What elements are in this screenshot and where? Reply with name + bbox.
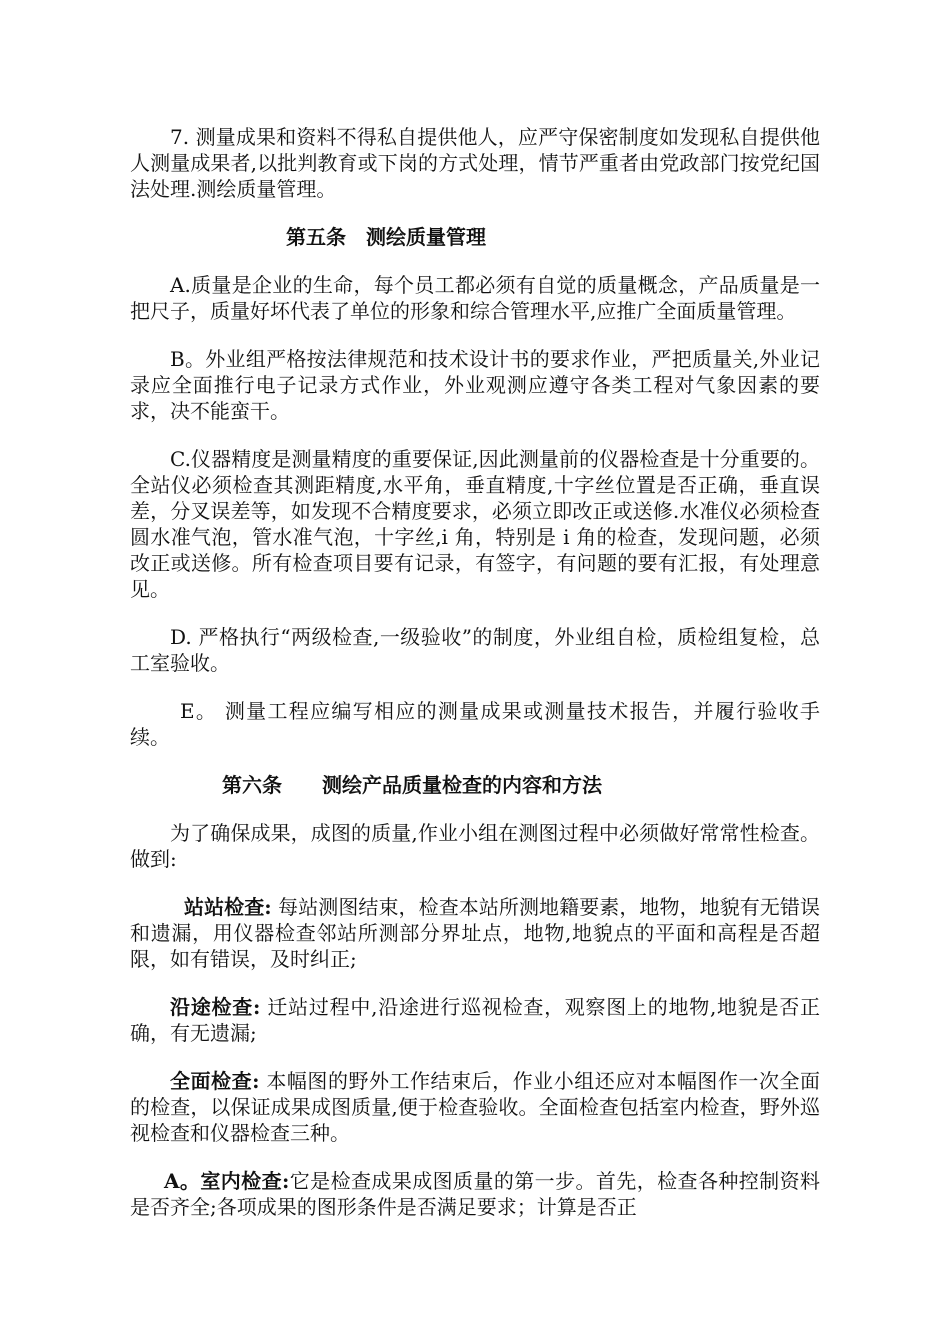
article-6-intro: 为了确保成果，成图的质量,作业小组在测图过程中必须做好常常性检查。做到: (130, 821, 820, 871)
article-5-item-a: A.质量是企业的生命，每个员工都必须有自觉的质量概念，产品质量是一把尺子，质量好坏代表了单位的形象和综合管理水平,应推广全面质量管理。 (130, 273, 820, 323)
document-page (130, 124, 820, 1220)
full-check-paragraph (130, 1068, 820, 1146)
full-check-label: 全面检查: (170, 1069, 260, 1093)
article-5-item-b: B。外业组严格按法律规范和技术设计书的要求作业，严把质量关,外业记录应全面推行电子记录方式作业，外业观测应遵守各类工程对气象因素的要求，决不能蛮干。 (130, 347, 820, 423)
article-5-heading: 第五条 测绘质量管理 (286, 225, 486, 249)
article-5-item-c: C.仪器精度是测量精度的重要保证,因此测量前的仪器检查是十分重要的。全站仪必须检查其测距精度,水平角，垂直精度,十字丝位置是否正确，垂直误差，分叉误差等，如发现不合精度要求，必须立即改正或送修.水准仪必须检查圆水准气泡，管水准气泡，十字丝,i 角，特别是 i 角的检查，发现问题，必须改正或送修。所有检查项目要有记录，有签字，有问题的要有汇报，有处理意见。 (130, 447, 820, 601)
indoor-check-text: 它是检查成果成图质量的第一步。首先，检查各种控制资料是否齐全;各项成果的图形条件是否满足要求；计算是否正 (130, 1169, 820, 1219)
station-check-text: 每站测图结束，检查本站所测地籍要素，地物，地貌有无错误和遗漏，用仪器检查邻站所测部分界址点，地物,地貌点的平面和高程是否超限，如有错误，及时纠正; (130, 895, 821, 971)
route-check-label: 沿途检查: (170, 995, 261, 1019)
full-check-text: 本幅图的野外工作结束后，作业小组还应对本幅图作一次全面的检查，以保证成果成图质量,便于检查验收。全面检查包括室内检查，野外巡视检查和仪器检查三种。 (130, 1069, 820, 1145)
station-check-paragraph (130, 894, 820, 972)
indoor-check-label: A。室内检查: (164, 1169, 290, 1193)
article-6-heading: 第六条 测绘产品质量检查的内容和方法 (222, 773, 602, 797)
station-check-label: 站站检查: (184, 895, 272, 919)
route-check-text: 迁站过程中,沿途进行巡视检查，观察图上的地物,地貌是否正确，有无遗漏; (130, 995, 820, 1045)
indoor-check-paragraph (130, 1168, 820, 1220)
paragraph-7: 7. 测量成果和资料不得私自提供他人，应严守保密制度如发现私自提供他人测量成果者,以批判教育或下岗的方式处理，情节严重者由党政部门按党纪国法处理.测绘质量管理。 (130, 125, 820, 201)
article-5-item-e: E。 测量工程应编写相应的测量成果或测量技术报告，并履行验收手续。 (130, 699, 820, 749)
article-5-item-d: D. 严格执行“两级检查,一级验收”的制度，外业组自检，质检组复检，总工室验收。 (130, 625, 820, 675)
route-check-paragraph (130, 994, 820, 1046)
